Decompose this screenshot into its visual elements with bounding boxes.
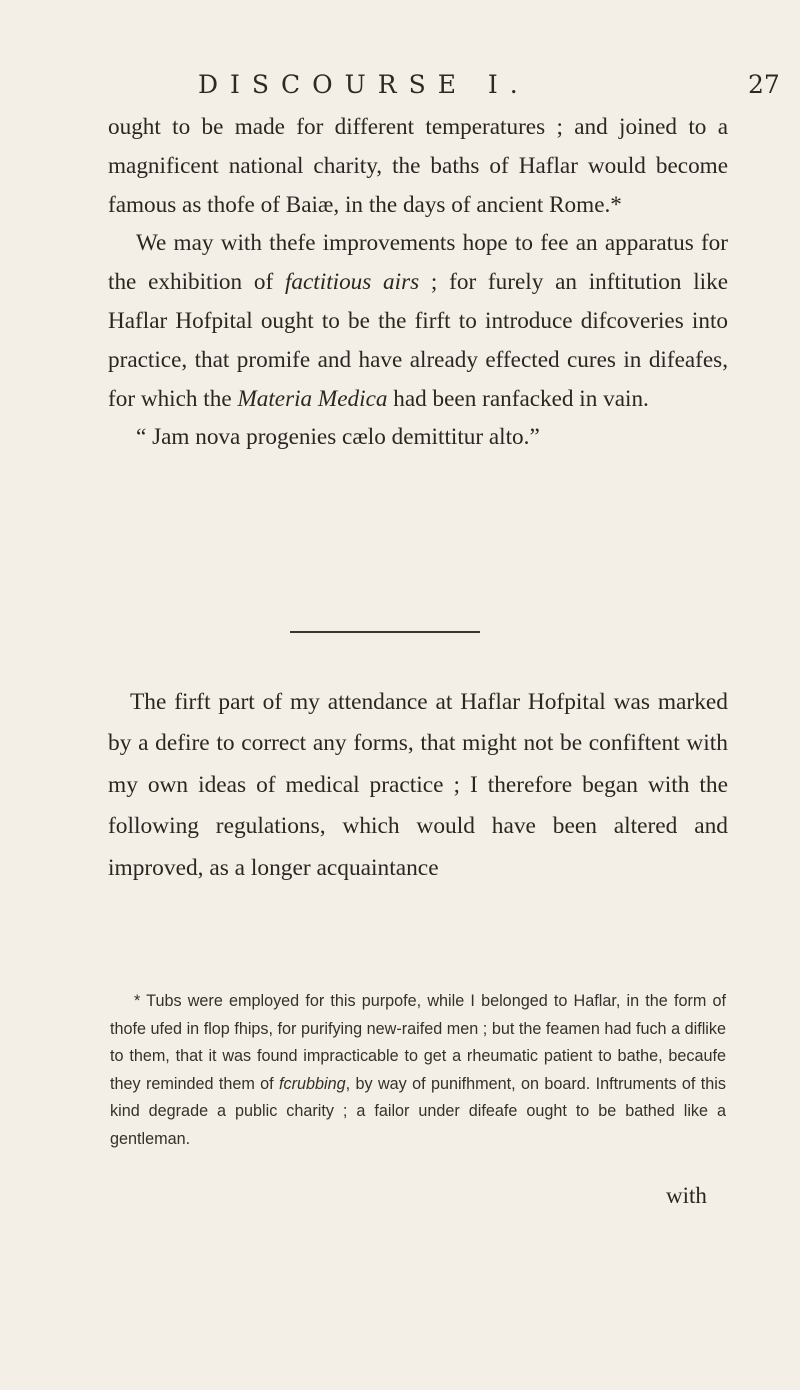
italic-materia-medica: Materia Medica — [237, 385, 388, 412]
catchword: with — [666, 1183, 707, 1208]
running-head: DISCOURSE I. — [198, 70, 530, 99]
paragraph-2-start: We may with thefe improvements hope to fee an apparatus for the exhibition of — [108, 230, 728, 296]
section-divider — [290, 631, 480, 633]
latin-verse: “ Jam nova progenies cælo demittitur alto.” — [136, 424, 540, 451]
footnote — [110, 988, 726, 1154]
section-2-text — [108, 682, 728, 889]
page-header — [0, 70, 800, 110]
paragraph-2 — [108, 224, 728, 418]
page-number: 27 — [748, 70, 780, 99]
footnote-start: * Tubs were employed for this purpofe, while I belonged to Haflar, in the form of thofe ufed in flop fhips, for purifying new-raifed men ; but the feamen had fuch a diflike to them, that it was found impracticable to get a rheumatic patient to bathe, becaufe they reminded them of — [110, 992, 726, 1093]
paragraph-2-end: had been ranfacked in vain. — [387, 385, 649, 412]
italic-factitious-airs: factitious airs — [284, 269, 420, 296]
footnote-end: , by way of punifhment, on board. Inftruments of this kind degrade a public charity ; a failor under difeafe ought to be bathed like a gentleman. — [110, 1074, 726, 1148]
main-text — [108, 108, 728, 457]
footnote-text — [110, 988, 726, 1154]
paragraph-1: ought to be made for different temperatures ; and joined to a magnificent national charity, the baths of Haflar would become famous as thofe of Baiæ, in the days of ancient Rome.* — [108, 114, 728, 218]
paragraph-3: The firft part of my attendance at Haflar Hofpital was marked by a defire to correct any forms, that might not be confiftent with my own ideas of medical practice ; I therefore began with the following regulations, which would have been altered and improved, as a longer acquaintance — [108, 689, 728, 881]
italic-scrubbing: fcrubbing — [279, 1074, 346, 1093]
paragraph-2-middle: ; for furely an inftitution like Haflar Hofpital ought to be the firft to introduce difcoveries into practice, that promife and have already effected cures in difeafes, for which the — [108, 269, 728, 412]
